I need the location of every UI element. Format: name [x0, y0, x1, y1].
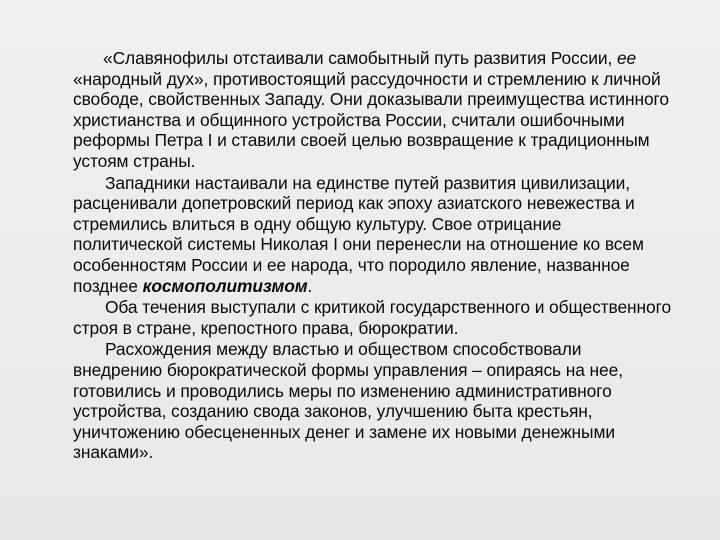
paragraph-westernizers-part2: .	[307, 275, 313, 296]
paragraph-slavophiles-part2: «народный дух», противостоящий рассудочности и стремлению к личной свободе, свойственных Западу. Они доказывали преимущества истинного христианства и общинного устройства России, считали ошибочными реформы Петра I и ставили своей целью возвращение к традиционным устоям страны.	[73, 68, 669, 171]
paragraph-divergence: Расхождения между властью и обществом способствовали внедрению бюрократической формы управления – опираясь на нее, готовились и проводились меры по изменению административного устройства, созданию свода законов, улучшению быта крестьян, уничтожению обесцененных денег и замене их новыми денежными знаками».	[73, 339, 623, 463]
paragraph-slavophiles-part1: «Славянофилы отстаивали самобытный путь развития России,	[103, 48, 617, 68]
paragraph-westernizers-term: космополитизмом	[142, 275, 308, 296]
paragraph-slavophiles	[73, 48, 673, 172]
paragraph-both-movements: Оба течения выступали с критикой государственного и общественного строя в стране, крепостного права, бюрократии.	[73, 297, 672, 338]
paragraph-westernizers	[73, 173, 673, 297]
text-block	[73, 48, 673, 464]
paragraph-slavophiles-italic: ее	[616, 48, 637, 68]
paragraph-westernizers-part1: Западники настаивали на единстве путей развития цивилизации, расценивали допетровский период как эпоху азиатского невежества и стремились влиться в одну общую культуру. Свое отрицание политической системы Николая I они перенесли на отношение ко всем особенностям России и ее народа, что породило явление, названное позднее	[73, 172, 644, 296]
